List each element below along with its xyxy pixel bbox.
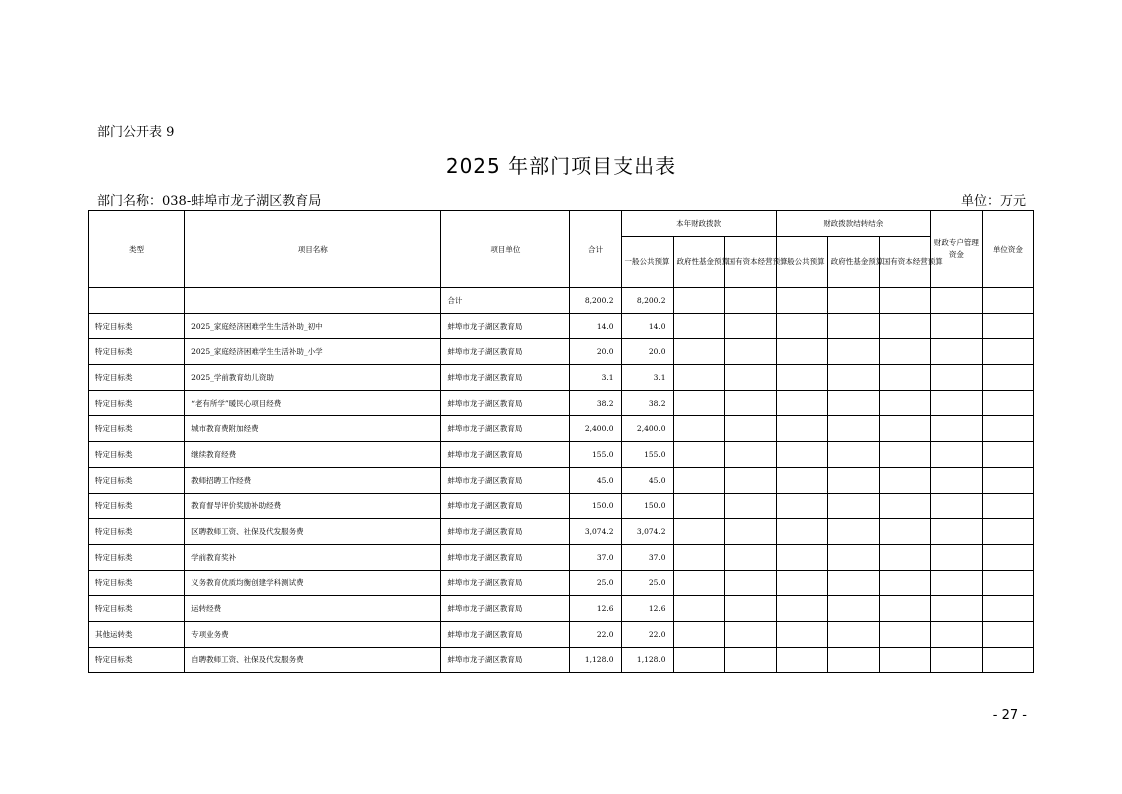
- empty-cell: [724, 467, 776, 493]
- empty-cell: [930, 544, 982, 570]
- empty-cell: [827, 519, 879, 545]
- empty-cell: [673, 416, 724, 442]
- row-project-name: 继续教育经费: [185, 442, 441, 468]
- row-total: 3,074.2: [570, 519, 621, 545]
- empty-cell: [724, 570, 776, 596]
- empty-cell: [724, 544, 776, 570]
- empty-cell: [827, 339, 879, 365]
- empty-cell: [930, 339, 982, 365]
- row-general-budget: 2,400.0: [621, 416, 673, 442]
- empty-cell: [776, 596, 827, 622]
- empty-cell: [673, 647, 724, 673]
- empty-cell: [879, 621, 930, 647]
- empty-cell: [776, 365, 827, 391]
- row-general-budget: 12.6: [621, 596, 673, 622]
- empty-cell: [930, 493, 982, 519]
- empty-cell: [673, 544, 724, 570]
- empty-cell: [776, 570, 827, 596]
- row-type: 特定目标类: [89, 570, 185, 596]
- row-general-budget: 25.0: [621, 570, 673, 596]
- empty-cell: [879, 467, 930, 493]
- row-project-unit: 蚌埠市龙子湖区教育局: [441, 365, 570, 391]
- department-name: 部门名称：038-蚌埠市龙子湖区教育局: [97, 194, 322, 209]
- empty-cell: [673, 519, 724, 545]
- row-project-unit: 蚌埠市龙子湖区教育局: [441, 519, 570, 545]
- row-type: 特定目标类: [89, 416, 185, 442]
- empty-cell: [673, 621, 724, 647]
- table-row: [89, 544, 1034, 570]
- empty-cell: [673, 313, 724, 339]
- row-general-budget: 3.1: [621, 365, 673, 391]
- row-project-unit: 蚌埠市龙子湖区教育局: [441, 339, 570, 365]
- row-project-name: 城市教育费附加经费: [185, 416, 441, 442]
- row-type: 特定目标类: [89, 544, 185, 570]
- empty-cell: [673, 339, 724, 365]
- empty-cell: [982, 570, 1033, 596]
- row-general-budget: 22.0: [621, 621, 673, 647]
- row-project-name: 义务教育优质均衡创建学科测试费: [185, 570, 441, 596]
- table-row: [89, 570, 1034, 596]
- empty-cell: [776, 416, 827, 442]
- row-project-unit: 蚌埠市龙子湖区教育局: [441, 647, 570, 673]
- row-project-unit: 蚌埠市龙子湖区教育局: [441, 442, 570, 468]
- empty-cell: [982, 365, 1033, 391]
- empty-cell: [879, 442, 930, 468]
- table-row: [89, 621, 1034, 647]
- empty-cell: [982, 467, 1033, 493]
- empty-cell: [930, 519, 982, 545]
- empty-cell: [982, 416, 1033, 442]
- empty-cell: [827, 596, 879, 622]
- empty-cell: [930, 390, 982, 416]
- empty-cell: [776, 442, 827, 468]
- row-type: 特定目标类: [89, 596, 185, 622]
- empty-cell: [930, 416, 982, 442]
- col-header-general: 一般公共预算: [621, 237, 673, 288]
- empty-cell: [982, 313, 1033, 339]
- row-general-budget: 150.0: [621, 493, 673, 519]
- empty-cell: [724, 493, 776, 519]
- empty-cell: [982, 621, 1033, 647]
- empty-cell: [930, 647, 982, 673]
- row-type: 特定目标类: [89, 467, 185, 493]
- table-row: [89, 313, 1034, 339]
- empty-cell: [776, 339, 827, 365]
- summary-total: 8,200.2: [570, 288, 621, 314]
- col-header-type: 类型: [89, 211, 185, 288]
- empty-cell: [879, 544, 930, 570]
- empty-cell: [724, 313, 776, 339]
- row-project-unit: 蚌埠市龙子湖区教育局: [441, 596, 570, 622]
- empty-cell: [827, 544, 879, 570]
- row-general-budget: 14.0: [621, 313, 673, 339]
- row-total: 2,400.0: [570, 416, 621, 442]
- empty-cell: [827, 442, 879, 468]
- row-project-name: “老有所学”暖民心项目经费: [185, 390, 441, 416]
- empty-cell: [776, 647, 827, 673]
- row-type: 特定目标类: [89, 365, 185, 391]
- empty-cell: [673, 596, 724, 622]
- empty-cell: [724, 339, 776, 365]
- empty-cell: [879, 416, 930, 442]
- empty-cell: [724, 621, 776, 647]
- empty-cell: [827, 493, 879, 519]
- empty-cell: [879, 596, 930, 622]
- row-total: 14.0: [570, 313, 621, 339]
- empty-cell: [879, 570, 930, 596]
- empty-cell: [930, 467, 982, 493]
- empty-cell: [879, 493, 930, 519]
- empty-cell: [724, 647, 776, 673]
- col-header-carryover-gov-fund: 政府性基金预算: [827, 237, 879, 288]
- row-project-name: 2025_家庭经济困难学生生活补助_小学: [185, 339, 441, 365]
- empty-cell: [827, 621, 879, 647]
- col-header-unit-fund: 单位资金: [982, 211, 1033, 288]
- row-project-name: 教师招聘工作经费: [185, 467, 441, 493]
- col-header-total: 合计: [570, 211, 621, 288]
- empty-cell: [827, 390, 879, 416]
- table-row: [89, 596, 1034, 622]
- table-row: [89, 493, 1034, 519]
- col-header-project: 项目名称: [185, 211, 441, 288]
- row-total: 20.0: [570, 339, 621, 365]
- row-type: 特定目标类: [89, 442, 185, 468]
- empty-cell: [673, 467, 724, 493]
- empty-cell: [930, 596, 982, 622]
- empty-cell: [930, 621, 982, 647]
- row-total: 12.6: [570, 596, 621, 622]
- row-type: 特定目标类: [89, 519, 185, 545]
- table-row: [89, 416, 1034, 442]
- empty-cell: [827, 365, 879, 391]
- table-row: [89, 647, 1034, 673]
- empty-cell: [879, 519, 930, 545]
- empty-cell: [724, 442, 776, 468]
- empty-cell: [776, 544, 827, 570]
- col-header-carryover-general: 一般公共预算: [776, 237, 827, 288]
- empty-cell: [930, 365, 982, 391]
- col-header-state-capital: 国有资本经营预算: [724, 237, 776, 288]
- row-type: 其他运转类: [89, 621, 185, 647]
- empty-cell: [724, 519, 776, 545]
- empty-cell: [827, 416, 879, 442]
- empty-cell: [673, 442, 724, 468]
- col-header-unit: 项目单位: [441, 211, 570, 288]
- row-type: 特定目标类: [89, 390, 185, 416]
- row-total: 45.0: [570, 467, 621, 493]
- table-row: [89, 519, 1034, 545]
- empty-cell: [827, 313, 879, 339]
- empty-cell: [673, 570, 724, 596]
- empty-cell: [879, 339, 930, 365]
- row-project-name: 2025_家庭经济困难学生生活补助_初中: [185, 313, 441, 339]
- col-header-special-account: 财政专户管理资金: [930, 211, 982, 288]
- row-total: 22.0: [570, 621, 621, 647]
- empty-cell: [827, 467, 879, 493]
- empty-cell: [879, 390, 930, 416]
- table-number: 部门公开表 9: [97, 125, 175, 140]
- empty-cell: [982, 390, 1033, 416]
- row-total: 1,128.0: [570, 647, 621, 673]
- row-type: 特定目标类: [89, 647, 185, 673]
- empty-cell: [827, 570, 879, 596]
- empty-cell: [724, 390, 776, 416]
- empty-cell: [982, 519, 1033, 545]
- row-project-unit: 蚌埠市龙子湖区教育局: [441, 493, 570, 519]
- row-general-budget: 1,128.0: [621, 647, 673, 673]
- empty-cell: [982, 544, 1033, 570]
- col-header-carryover-state-capital: 国有资本经营预算: [879, 237, 930, 288]
- summary-general: 8,200.2: [621, 288, 673, 314]
- row-general-budget: 38.2: [621, 390, 673, 416]
- row-project-unit: 蚌埠市龙子湖区教育局: [441, 313, 570, 339]
- empty-cell: [982, 442, 1033, 468]
- row-total: 25.0: [570, 570, 621, 596]
- empty-cell: [673, 390, 724, 416]
- summary-label: 合计: [441, 288, 570, 314]
- row-type: 特定目标类: [89, 493, 185, 519]
- row-project-name: 2025_学前教育幼儿资助: [185, 365, 441, 391]
- empty-cell: [930, 570, 982, 596]
- row-general-budget: 20.0: [621, 339, 673, 365]
- row-general-budget: 45.0: [621, 467, 673, 493]
- table-row: [89, 339, 1034, 365]
- table-row: [89, 390, 1034, 416]
- unit-label: 单位：万元: [960, 194, 1026, 209]
- row-project-unit: 蚌埠市龙子湖区教育局: [441, 570, 570, 596]
- empty-cell: [776, 390, 827, 416]
- empty-cell: [776, 313, 827, 339]
- empty-cell: [776, 467, 827, 493]
- empty-cell: [930, 313, 982, 339]
- row-total: 150.0: [570, 493, 621, 519]
- empty-cell: [827, 647, 879, 673]
- empty-cell: [930, 442, 982, 468]
- empty-cell: [982, 647, 1033, 673]
- row-project-unit: 蚌埠市龙子湖区教育局: [441, 621, 570, 647]
- table-row: [89, 365, 1034, 391]
- empty-cell: [724, 596, 776, 622]
- empty-cell: [879, 647, 930, 673]
- empty-cell: [776, 519, 827, 545]
- empty-cell: [982, 493, 1033, 519]
- page-number: - 27 -: [992, 708, 1027, 723]
- row-general-budget: 3,074.2: [621, 519, 673, 545]
- row-project-name: 教育督导评价奖励补助经费: [185, 493, 441, 519]
- row-project-name: 区聘教师工资、社保及代发服务费: [185, 519, 441, 545]
- row-type: 特定目标类: [89, 313, 185, 339]
- row-total: 38.2: [570, 390, 621, 416]
- row-project-name: 学前教育奖补: [185, 544, 441, 570]
- row-project-name: 运转经费: [185, 596, 441, 622]
- row-project-unit: 蚌埠市龙子湖区教育局: [441, 544, 570, 570]
- empty-cell: [879, 365, 930, 391]
- empty-cell: [982, 596, 1033, 622]
- col-group-carryover: 财政拨款结转结余: [776, 211, 930, 237]
- row-project-unit: 蚌埠市龙子湖区教育局: [441, 467, 570, 493]
- empty-cell: [673, 365, 724, 391]
- col-group-current-year: 本年财政拨款: [621, 211, 776, 237]
- table-row: [89, 442, 1034, 468]
- empty-cell: [982, 339, 1033, 365]
- row-total: 155.0: [570, 442, 621, 468]
- row-project-unit: 蚌埠市龙子湖区教育局: [441, 416, 570, 442]
- empty-cell: [724, 416, 776, 442]
- row-general-budget: 155.0: [621, 442, 673, 468]
- empty-cell: [776, 621, 827, 647]
- project-expenditure-table: [88, 210, 1034, 673]
- empty-cell: [776, 493, 827, 519]
- row-general-budget: 37.0: [621, 544, 673, 570]
- row-total: 3.1: [570, 365, 621, 391]
- empty-cell: [879, 313, 930, 339]
- row-type: 特定目标类: [89, 339, 185, 365]
- summary-row: [89, 288, 1034, 314]
- col-header-gov-fund: 政府性基金预算: [673, 237, 724, 288]
- empty-cell: [673, 493, 724, 519]
- row-total: 37.0: [570, 544, 621, 570]
- row-project-name: 专项业务费: [185, 621, 441, 647]
- row-project-unit: 蚌埠市龙子湖区教育局: [441, 390, 570, 416]
- page-title: 2025 年部门项目支出表: [445, 154, 677, 178]
- table-row: [89, 467, 1034, 493]
- empty-cell: [724, 365, 776, 391]
- row-project-name: 自聘教师工资、社保及代发服务费: [185, 647, 441, 673]
